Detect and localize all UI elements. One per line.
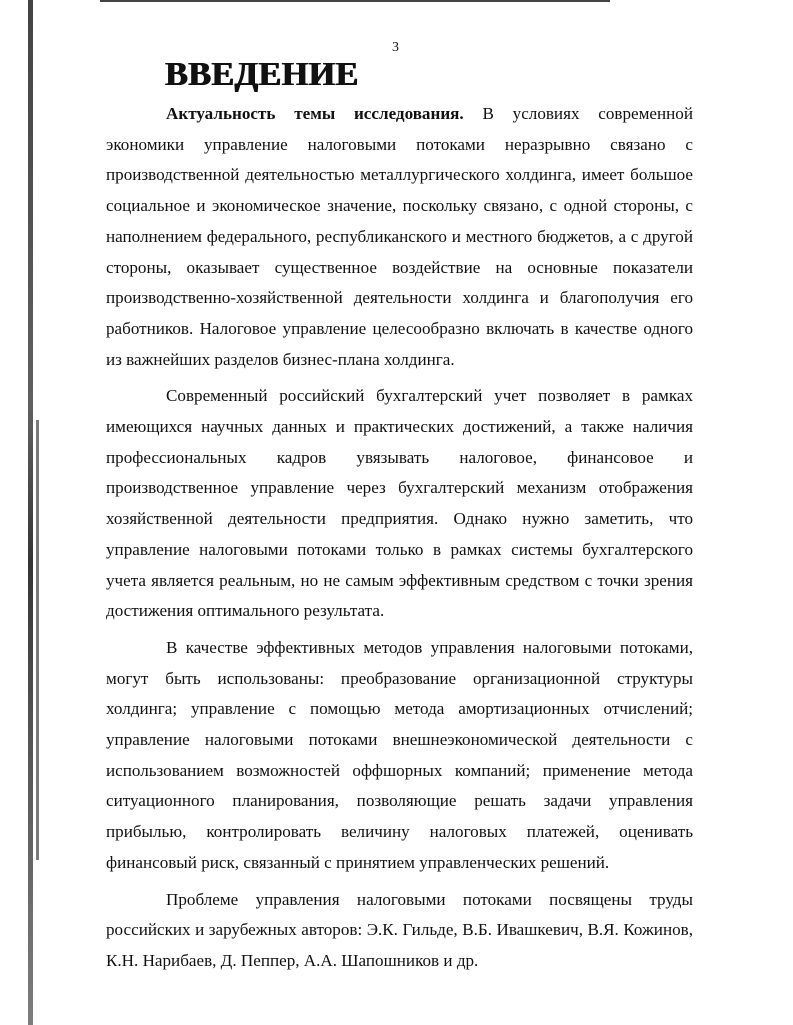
scan-top-line xyxy=(100,0,610,2)
page-heading: ВВЕДЕНИЕ xyxy=(165,56,359,93)
paragraph-text: В условиях современной экономики управление налоговыми потоками неразрывно связано с производственной деятельностью металлургического холдинга, имеет большое социальное и экономическое значение, поскольку связано, с одной стороны, с наполнением федерального, республиканского и местного бюджетов, а с другой стороны, оказывает существенное воздействие на основные показатели производственно-хозяйственной деятельности холдинга и благополучия его работников. Налоговое управление целесообразно включать в качестве одного из важнейших разделов бизнес-плана холдинга. xyxy=(106,104,693,369)
page-number: 3 xyxy=(392,40,399,55)
scan-binding-shadow xyxy=(36,420,39,860)
paragraph-methods: В качестве эффективных методов управления налоговыми потоками, могут быть использованы: преобразование организационной структуры холдинга; управление с помощью метода амортизационных отчислений; управление налоговыми потоками внешнеэкономической деятельности с использованием возможностей оффшорных компаний; применение метода ситуационного планирования, позволяющие решать задачи управления прибылью, контролировать величину налоговых платежей, оценивать финансовый риск, связанный с принятием управленческих решений. xyxy=(106,637,693,872)
paragraph-authors: Проблеме управления налоговыми потоками посвящены труды российских и зарубежных авторов: Э.К. Гильде, В.Б. Ивашкевич, В.Я. Кожинов, К.Н. Нарибаев, Д. Пеппер, А.А. Шапошников и др. xyxy=(106,889,693,970)
scan-binding-edge xyxy=(28,0,33,1025)
paragraph-accounting: Современный российский бухгалтерский учет позволяет в рамках имеющихся научных данных и практических достижений, а также наличия профессиональных кадров увязывать налоговое, финансовое и производственное управление через бухгалтерский механизм отображения хозяйственной деятельности предприятия. Однако нужно заметить, что управление налоговыми потоками только в рамках системы бухгалтерского учета является реальным, но не самым эффективным средством с точки зрения достижения оптимального результата. xyxy=(106,386,693,621)
document-body xyxy=(106,99,693,977)
paragraph-lead: Актуальность темы исследования. xyxy=(166,104,464,123)
paragraph-relevance xyxy=(106,99,693,375)
